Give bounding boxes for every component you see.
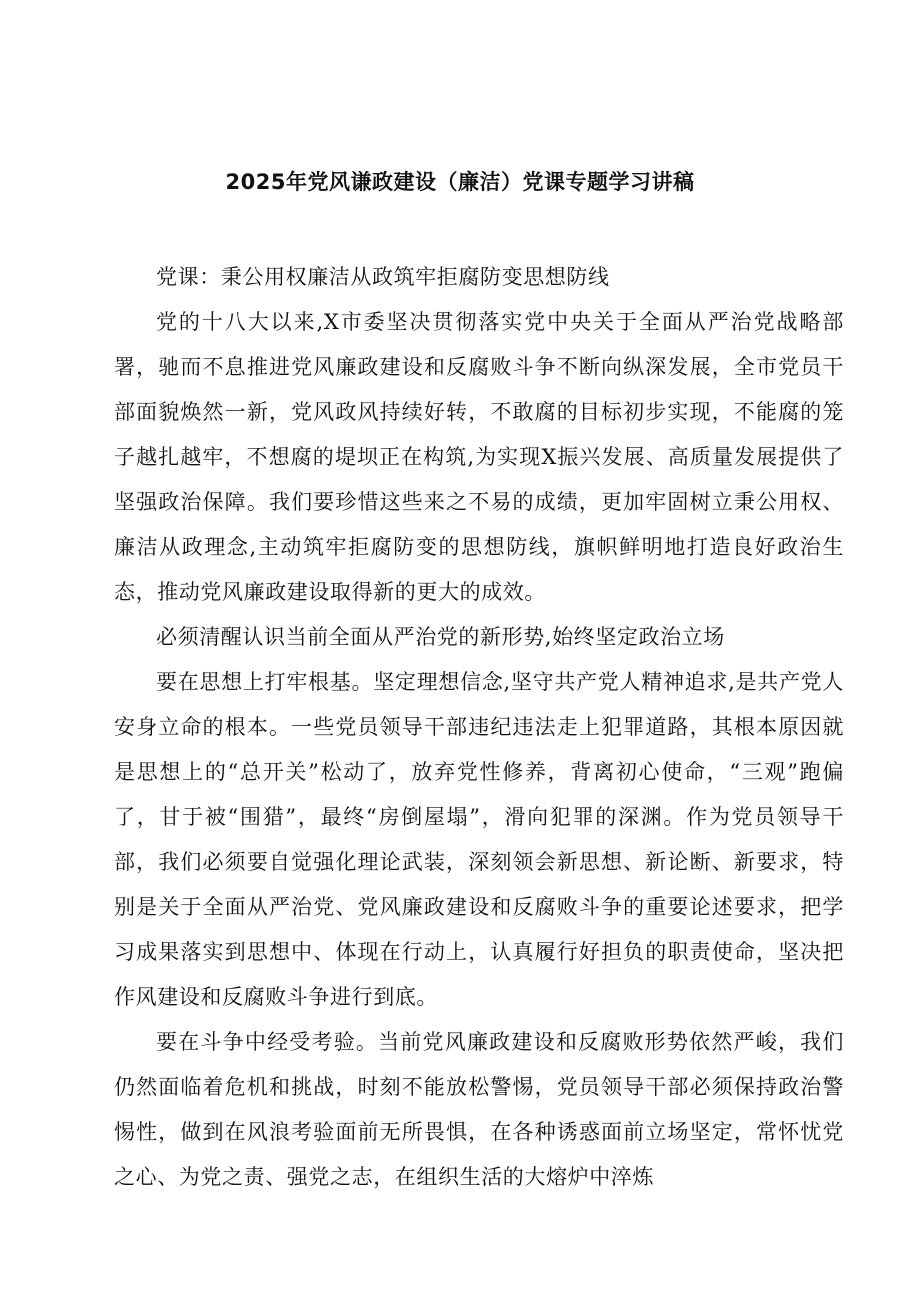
paragraph-struggle: 要在斗争中经受考验。当前党风廉政建设和反腐败形势依然严峻，我们仍然面临着危机和挑战，时刻不能放松警惕，党员领导干部必须保持政治警惕性，做到在风浪考验面前无所畏惧，在各种诱惑面前立场坚定，常怀忧党之心、为党之责、强党之志，在组织生活的大熔炉中淬炼	[114, 1030, 844, 1189]
paragraph-ideology: 要在思想上打牢根基。坚定理想信念,坚守共产党人精神追求,是共产党人安身立命的根本。一些党员领导干部违纪违法走上犯罪道路，其根本原因就是思想上的“总开关”松动了，放弃党性修养，背离初心使命，“三观”跑偏了，甘于被“围猎”，最终“房倒屋塌”，滑向犯罪的深渊。作为党员领导干部，我们必须要自觉强化理论武装，深刻领会新思想、新论断、新要求，特别是关于全面从严治党、党风廉政建设和反腐败斗争的重要论述要求，把学习成果落实到思想中、体现在行动上，认真履行好担负的职责使命，坚决把作风建设和反腐败斗争进行到底。	[114, 670, 844, 1009]
document-title: 2025年党风谦政建设（廉洁）党课专题学习讲稿	[225, 170, 695, 194]
paragraph-intro: 党的十八大以来,X市委坚决贯彻落实党中央关于全面从严治党战略部署，驰而不息推进党风廉政建设和反腐败斗争不断向纵深发展，全市党员干部面貌焕然一新，党风政风持续好转，不敢腐的目标初步实现，不能腐的笼子越扎越牢，不想腐的堤坝正在构筑,为实现X振兴发展、高质量发展提供了坚强政治保障。我们要珍惜这些来之不易的成绩，更加牢固树立秉公用权、廉洁从政理念,主动筑牢拒腐防变的思想防线，旗帜鲜明地打造良好政治生态，推动党风廉政建设取得新的更大的成效。	[114, 310, 844, 604]
paragraph-lecture-subtitle: 党课：秉公用权廉洁从政筑牢拒腐防变思想防线	[156, 265, 610, 289]
document-body	[114, 255, 844, 1200]
paragraph-section-heading: 必须清醒认识当前全面从严治党的新形势,始终坚定政治立场	[156, 625, 725, 649]
